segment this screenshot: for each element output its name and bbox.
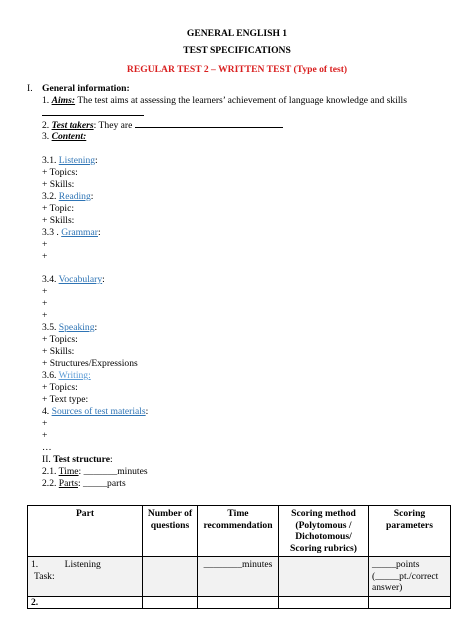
sources-number: 4.: [42, 406, 50, 417]
aims-line: [42, 95, 407, 107]
writing-text-type: + Text type:: [42, 394, 89, 405]
takers-number: 2.: [42, 120, 50, 131]
grammar-item-2: +: [42, 251, 48, 262]
vocabulary-item-1: +: [42, 286, 48, 297]
time-line: [42, 466, 148, 478]
scoring-parameters-cell[interactable]: [369, 596, 451, 609]
time-blank: : _______minutes: [78, 466, 148, 477]
time-cell[interactable]: [198, 596, 279, 609]
reading-link[interactable]: Reading: [58, 191, 91, 202]
listening-link[interactable]: Listening: [58, 155, 96, 166]
grammar-number: 3.3 .: [42, 227, 59, 238]
row-2-number: 2.: [28, 596, 143, 609]
section-1-numeral: I.: [27, 83, 33, 94]
parts-blank: : _____parts: [77, 478, 126, 489]
vocabulary-item-2: +: [42, 298, 48, 309]
blank-underline: [42, 107, 144, 116]
listening-number: 3.1.: [42, 155, 57, 166]
content-line: [42, 131, 86, 143]
speaking-colon: :: [94, 322, 98, 333]
reading-colon: :: [90, 191, 94, 202]
scoring-method-cell[interactable]: [279, 557, 369, 597]
test-structure-table: [27, 505, 451, 609]
sources-link[interactable]: Sources of test materials: [51, 406, 146, 417]
speaking-skills: + Skills:: [42, 346, 75, 357]
speaking-topics: + Topics:: [42, 334, 78, 345]
speaking-number: 3.5.: [42, 322, 57, 333]
time-number: 2.1.: [42, 466, 57, 477]
table-row: [28, 557, 451, 597]
sources-ellipsis: …: [42, 442, 52, 453]
grammar-colon: :: [97, 227, 101, 238]
takers-text: : They are: [93, 120, 133, 131]
section-2-title: Test structure: [53, 454, 110, 465]
takers-label: Test takers: [51, 120, 94, 131]
content-number: 3.: [42, 131, 50, 142]
section-2-heading: [42, 454, 113, 466]
questions-cell[interactable]: [143, 596, 198, 609]
aims-text: The test aims at assessing the learners’ achievement of language knowledge and skills: [77, 95, 407, 106]
document-title: TEST SPECIFICATIONS: [183, 45, 291, 56]
parts-line: [42, 478, 126, 490]
writing-topics: + Topics:: [42, 382, 78, 393]
grammar-item-1: +: [42, 239, 48, 250]
vocabulary-item-3: +: [42, 310, 48, 321]
header-time-recommendation: Time recommendation: [198, 506, 279, 557]
time-cell[interactable]: ________minutes: [198, 557, 279, 597]
sources-colon: :: [145, 406, 149, 417]
header-part: Part: [28, 506, 143, 557]
writing-link[interactable]: Writing:: [58, 370, 91, 381]
scoring-method-cell[interactable]: [279, 596, 369, 609]
header-scoring-method: Scoring method (Polytomous / Dichotomous/ Scoring rubrics): [279, 506, 369, 557]
table-row: [28, 596, 451, 609]
header-number-of-questions: Number of questions: [143, 506, 198, 557]
part-cell-listening: [28, 557, 143, 597]
row-1-number: 1.: [31, 559, 39, 570]
reading-topic: + Topic:: [42, 203, 75, 214]
speaking-heading: [42, 322, 97, 334]
points-blank: _____points: [372, 559, 420, 570]
writing-heading: [42, 370, 91, 382]
row-1-name: Listening: [64, 559, 101, 570]
reading-skills: + Skills:: [42, 215, 75, 226]
sources-item-1: +: [42, 418, 48, 429]
speaking-link[interactable]: Speaking: [58, 322, 95, 333]
section-2-numeral: II.: [42, 454, 51, 465]
row-1-task: Task:: [34, 570, 55, 582]
aims-label: Aims:: [51, 95, 76, 106]
takers-blank: [135, 119, 283, 128]
table-header-row: [28, 506, 451, 557]
grammar-heading: [42, 227, 101, 239]
vocabulary-heading: [42, 274, 105, 286]
course-title: GENERAL ENGLISH 1: [186, 28, 288, 39]
questions-cell[interactable]: [143, 557, 198, 597]
vocabulary-link[interactable]: Vocabulary: [58, 274, 103, 285]
writing-number: 3.6.: [42, 370, 57, 381]
listening-skills: + Skills:: [42, 179, 75, 190]
grammar-link[interactable]: Grammar: [61, 227, 98, 238]
time-label: Time: [58, 466, 79, 477]
vocabulary-colon: :: [102, 274, 105, 285]
section-1-title: General information:: [42, 83, 130, 94]
listening-heading: [42, 155, 98, 167]
sources-item-2: +: [42, 430, 48, 441]
reading-heading: [42, 191, 93, 203]
content-label: Content:: [51, 131, 87, 142]
header-scoring-parameters: Scoring parameters: [369, 506, 451, 557]
listening-colon: :: [95, 155, 98, 166]
speaking-structures: + Structures/Expressions: [42, 358, 138, 369]
vocabulary-number: 3.4.: [42, 274, 57, 285]
reading-number: 3.2.: [42, 191, 57, 202]
scoring-parameters-cell[interactable]: [369, 557, 451, 597]
section-2-colon: :: [109, 454, 113, 465]
parts-number: 2.2.: [42, 478, 57, 489]
points-per-answer: (_____pt./correct answer): [372, 570, 439, 593]
listening-topics: + Topics:: [42, 167, 78, 178]
sources-heading: [42, 406, 148, 418]
parts-label: Parts: [58, 478, 78, 489]
test-title: REGULAR TEST 2 – WRITTEN TEST (Type of test): [126, 64, 348, 75]
aims-number: 1.: [42, 95, 50, 106]
